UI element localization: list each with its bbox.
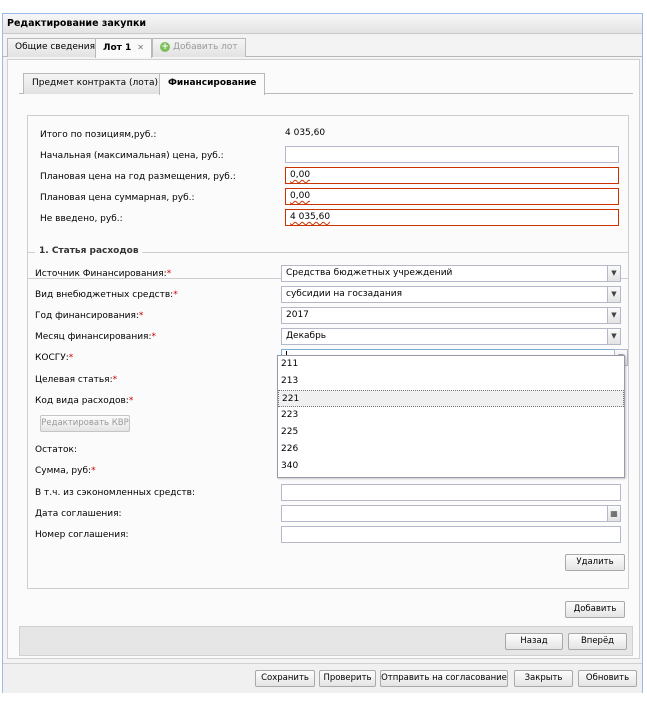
kosgu-dropdown-list — [277, 355, 625, 478]
close-icon[interactable]: ✕ — [137, 43, 144, 52]
year-value: 2017 — [286, 310, 309, 320]
check-button[interactable]: Проверить — [319, 670, 376, 687]
kosgu-option[interactable]: 223 — [281, 410, 299, 420]
year-combo[interactable] — [281, 307, 621, 324]
plus-circle-icon: + — [161, 42, 169, 52]
planned-total-value: 0,00 — [290, 191, 311, 201]
month-combo[interactable] — [281, 328, 621, 345]
balance-label: Остаток: — [35, 445, 78, 455]
extrabudget-label-text: Вид внебюджетных средств: — [35, 290, 174, 300]
fieldset-line-right — [140, 252, 629, 253]
extrabudget-value: субсидии на госзадания — [286, 289, 403, 299]
expense-code-label-text: Код вида расходов: — [35, 396, 129, 406]
source-label — [35, 269, 171, 279]
source-label-text: Источник Финансирования: — [35, 269, 167, 279]
footer-toolbar — [3, 663, 642, 693]
total-label: Итого по позициям,руб.: — [40, 130, 157, 140]
kosgu-option[interactable]: 213 — [281, 376, 299, 386]
agreement-number-label: Номер соглашения: — [35, 530, 129, 540]
saved-funds-field[interactable] — [281, 484, 621, 501]
not-entered-field[interactable] — [285, 209, 619, 226]
planned-year-field[interactable] — [285, 167, 619, 184]
sum-label — [35, 466, 96, 476]
month-label — [35, 332, 156, 342]
kosgu-option[interactable]: 225 — [281, 427, 299, 437]
navigation-bar — [19, 626, 633, 656]
required-mark: * — [128, 396, 134, 406]
kosgu-label — [35, 353, 73, 363]
inner-tab-strip — [19, 72, 633, 94]
extrabudget-combo[interactable] — [281, 286, 621, 303]
tab-contract-subject-label: Предмет контракта (лота) — [32, 78, 159, 88]
tab-financing-label: Финансирование — [168, 78, 257, 88]
window-title: Редактирование закупки — [3, 14, 642, 34]
close-button[interactable]: Закрыть — [514, 670, 573, 687]
extrabudget-label — [35, 290, 178, 300]
send-for-approval-button[interactable]: Отправить на согласование — [380, 670, 508, 687]
expense-legend: 1. Статья расходов — [36, 246, 142, 256]
edit-kvr-button[interactable]: Редактировать КВР — [40, 415, 130, 432]
edit-purchase-window — [2, 13, 643, 693]
not-entered-label: Не введено, руб.: — [40, 214, 123, 224]
required-mark: * — [68, 353, 74, 363]
month-value: Декабрь — [286, 331, 327, 341]
planned-total-label: Плановая цена суммарная, руб.: — [40, 193, 195, 203]
tab-lot-1[interactable] — [95, 38, 152, 58]
fieldset-line-left — [27, 252, 35, 253]
kosgu-option[interactable]: 211 — [281, 359, 299, 369]
agreement-date-field[interactable] — [281, 505, 621, 522]
required-mark: * — [112, 375, 118, 385]
calendar-icon[interactable]: ▦ — [607, 505, 621, 522]
source-value: Средства бюджетных учреждений — [286, 268, 453, 278]
month-label-text: Месяц финансирования: — [35, 332, 152, 342]
planned-year-label: Плановая цена на год размещения, руб.: — [40, 172, 236, 182]
total-value: 4 035,60 — [285, 128, 326, 138]
tab-contract-subject[interactable] — [23, 73, 167, 94]
agreement-number-field[interactable] — [281, 526, 621, 543]
required-mark: * — [151, 332, 156, 342]
year-label — [35, 311, 143, 321]
agreement-date-label: Дата соглашения: — [35, 509, 122, 519]
refresh-button[interactable]: Обновить — [578, 670, 637, 687]
chevron-down-icon[interactable]: ▼ — [607, 328, 621, 345]
chevron-down-icon[interactable]: ▼ — [607, 286, 621, 303]
chevron-down-icon[interactable]: ▼ — [607, 307, 621, 324]
initial-price-label: Начальная (максимальная) цена, руб.: — [40, 151, 224, 161]
required-mark: * — [138, 311, 144, 321]
required-mark: * — [91, 466, 96, 476]
kosgu-label-text: КОСГУ: — [35, 353, 69, 363]
tab-lot-1-label: Лот 1 — [103, 43, 132, 53]
initial-price-field[interactable] — [285, 146, 619, 163]
delete-button[interactable]: Удалить — [565, 554, 625, 571]
planned-total-field[interactable] — [285, 188, 619, 205]
target-label — [35, 375, 117, 385]
kosgu-option[interactable]: 226 — [281, 444, 299, 454]
target-label-text: Целевая статья: — [35, 375, 113, 385]
add-button[interactable]: Добавить — [565, 601, 625, 618]
kosgu-option-highlighted[interactable]: 221 — [278, 390, 624, 407]
required-mark: * — [173, 290, 178, 300]
tab-general-info[interactable] — [7, 38, 103, 57]
source-combo[interactable] — [281, 265, 621, 282]
tab-add-lot[interactable] — [152, 38, 246, 57]
required-mark: * — [166, 269, 172, 279]
forward-button[interactable]: Вперёд — [568, 633, 627, 650]
tab-general-info-label: Общие сведения — [15, 42, 96, 52]
back-button[interactable]: Назад — [505, 633, 563, 650]
chevron-down-icon[interactable]: ▼ — [607, 265, 621, 282]
not-entered-value: 4 035,60 — [290, 212, 331, 222]
kosgu-option[interactable]: 340 — [281, 461, 299, 471]
year-label-text: Год финансирования: — [35, 311, 139, 321]
planned-year-value: 0,00 — [290, 170, 311, 180]
tab-financing[interactable] — [159, 73, 265, 95]
tab-add-lot-label: Добавить лот — [173, 42, 238, 52]
saved-funds-label: В т.ч. из сэкономленных средств: — [35, 488, 195, 498]
expense-code-label — [35, 396, 133, 406]
sum-label-text: Сумма, руб: — [35, 466, 92, 476]
top-tab-strip — [3, 35, 642, 57]
save-button[interactable]: Сохранить — [255, 670, 315, 687]
